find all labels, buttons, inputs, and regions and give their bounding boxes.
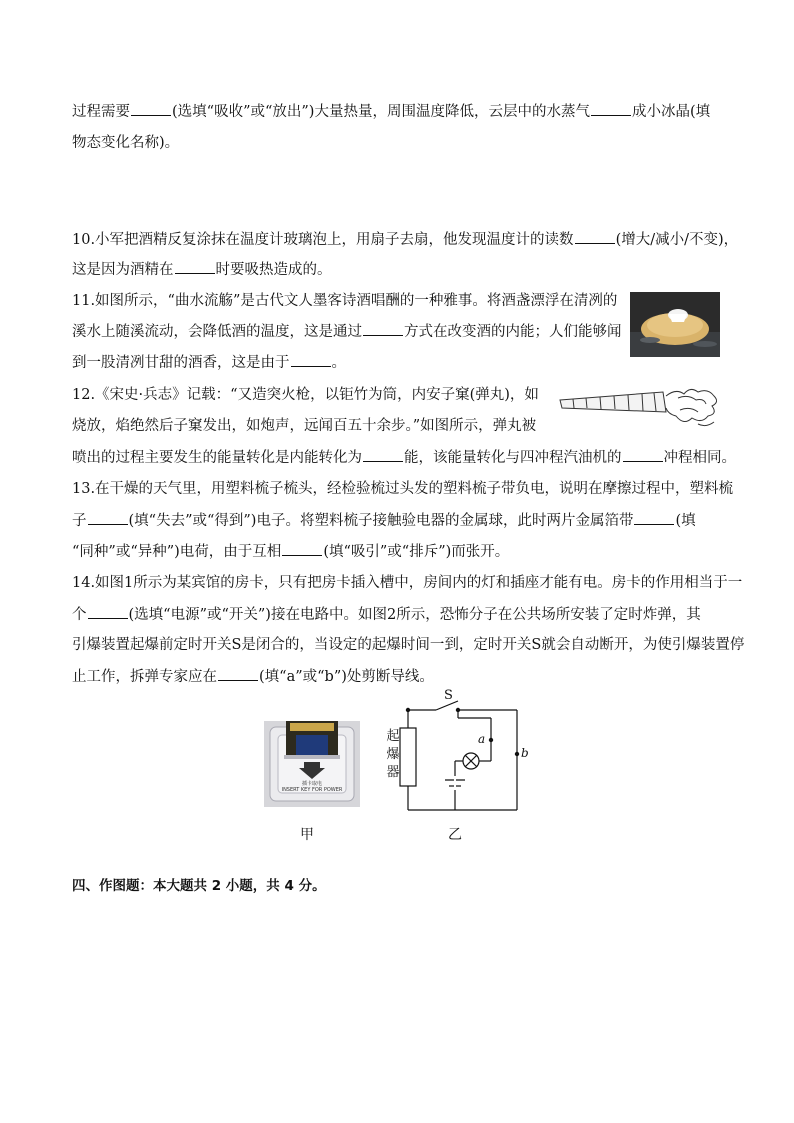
text: 烧放，焰绝然后子窠发出，如炮声，远闻百五十余步。”如图所示，弹丸被 — [72, 418, 537, 434]
section-heading: 四、作图题：本大题共 2 小题，共 4 分。 — [72, 878, 326, 894]
question-10-line2 — [72, 259, 332, 280]
junction-dot — [406, 708, 410, 712]
text: (填“失去”或“得到”)电子。将塑料梳子接触验电器的金属球，此时两片金属箔带 — [128, 513, 634, 529]
detonator-char: 器 — [386, 765, 400, 780]
answer-blank — [218, 666, 258, 681]
figure-caption-yi: 乙 — [448, 827, 462, 843]
question-14-line2 — [72, 604, 701, 625]
card-label: 插卡取电 — [301, 781, 322, 787]
text: 11.如图所示，“曲水流觞”是古代文人墨客诗酒唱酬的一种雅事。将酒盏漂浮在清冽的 — [72, 293, 618, 309]
answer-blank — [291, 352, 331, 367]
question-12-line2 — [72, 416, 536, 436]
question-14-line4 — [72, 666, 434, 687]
answer-blank — [88, 510, 128, 525]
question-11-line3 — [72, 352, 346, 373]
text: 止工作，拆弹专家应在 — [72, 669, 217, 685]
text: 10.小军把酒精反复涂抹在温度计玻璃泡上，用扇子去扇，他发现温度计的读数 — [72, 232, 574, 248]
text: 到一股清冽甘甜的酒香，这是由于 — [72, 355, 290, 371]
junction-dot — [456, 708, 460, 712]
text: (填“a”或“b”)处剪断导线。 — [259, 669, 434, 685]
answer-blank — [175, 259, 215, 274]
text: 过程需要 — [72, 104, 130, 120]
text: 。 — [331, 355, 346, 371]
question-13-line1 — [72, 479, 733, 499]
point-a-label: a — [478, 732, 486, 746]
question-14-line3 — [72, 635, 744, 655]
text-line — [72, 101, 710, 122]
answer-blank — [634, 510, 674, 525]
text: 方式在改变酒的内能；人们能够闻 — [404, 324, 622, 340]
text: 13.在干燥的天气里，用塑料梳子梳头，经检验梳过头发的塑料梳子带负电，说明在摩擦过程中，塑料梳 — [72, 481, 734, 497]
point-b-label: b — [521, 746, 529, 760]
text: 子 — [72, 513, 87, 529]
answer-blank — [131, 101, 171, 116]
question-11-line2 — [72, 321, 622, 342]
text-line — [72, 133, 179, 153]
answer-blank — [88, 604, 128, 619]
answer-blank — [591, 101, 631, 116]
junction-dot — [515, 752, 519, 756]
text: 12.《宋史·兵志》记载：“又造突火枪，以钜竹为筒，内安子窠(弹丸)，如 — [72, 387, 539, 403]
text: 能，该能量转化与四冲程汽油机的 — [404, 450, 622, 466]
text: 这是因为酒精在 — [72, 262, 174, 278]
answer-blank — [363, 447, 403, 462]
answer-blank — [575, 229, 615, 244]
question-10-line1 — [72, 229, 738, 250]
question-13-line2 — [72, 510, 696, 531]
text: 时要吸热造成的。 — [215, 262, 332, 278]
text: “同种”或“异种”)电荷，由于互相 — [72, 544, 282, 560]
text: (选填“吸收”或“放出”)大量热量，周围温度降低，云层中的水蒸气 — [172, 104, 590, 120]
circuit-svg — [378, 688, 528, 813]
text: 溪水上随溪流动，会降低酒的温度，这是通过 — [72, 324, 362, 340]
text: 物态变化名称)。 — [72, 135, 180, 151]
answer-blank — [623, 447, 663, 462]
circuit-diagram — [378, 688, 528, 813]
answer-blank — [282, 541, 322, 556]
question-13-line3 — [72, 541, 509, 562]
detonator-char: 起 — [386, 729, 400, 744]
question-12-line1 — [72, 385, 539, 405]
fire-lance-image — [558, 382, 722, 430]
text: (选填“电源”或“开关”)接在电路中。如图2所示，恐怖分子在公共场所安装了定时炸弹，其 — [128, 607, 701, 623]
answer-blank — [363, 321, 403, 336]
text: (增大/减小/不变)， — [615, 232, 739, 248]
text: 冲程相同。 — [663, 450, 736, 466]
text: (填“吸引”或“排斥”)而张开。 — [323, 544, 510, 560]
detonator-label — [386, 728, 400, 782]
junction-dot — [489, 738, 493, 742]
card-label-en: INSERT KEY FOR POWER — [281, 787, 343, 793]
text: 14.如图1所示为某宾馆的房卡，只有把房卡插入槽中，房间内的灯和插座才能有电。房卡的作用相当于一 — [72, 575, 743, 591]
text: 引爆装置起爆前定时开关S是闭合的，当设定的起爆时间一到，定时开关S就会自动断开，为使引爆装置停 — [72, 637, 745, 653]
question-12-line3 — [72, 447, 736, 468]
detonator-char: 爆 — [386, 747, 400, 762]
question-11-line1 — [72, 291, 617, 311]
room-card-image — [264, 721, 360, 807]
text: 喷出的过程主要发生的能量转化是内能转化为 — [72, 450, 362, 466]
wine-cup-image — [630, 292, 720, 357]
question-14-line1 — [72, 573, 742, 593]
text: 个 — [72, 607, 87, 623]
switch-label: S — [444, 688, 453, 703]
text: 成小冰晶(填 — [631, 104, 711, 120]
figure-caption-jia: 甲 — [300, 827, 314, 843]
text: (填 — [675, 513, 696, 529]
